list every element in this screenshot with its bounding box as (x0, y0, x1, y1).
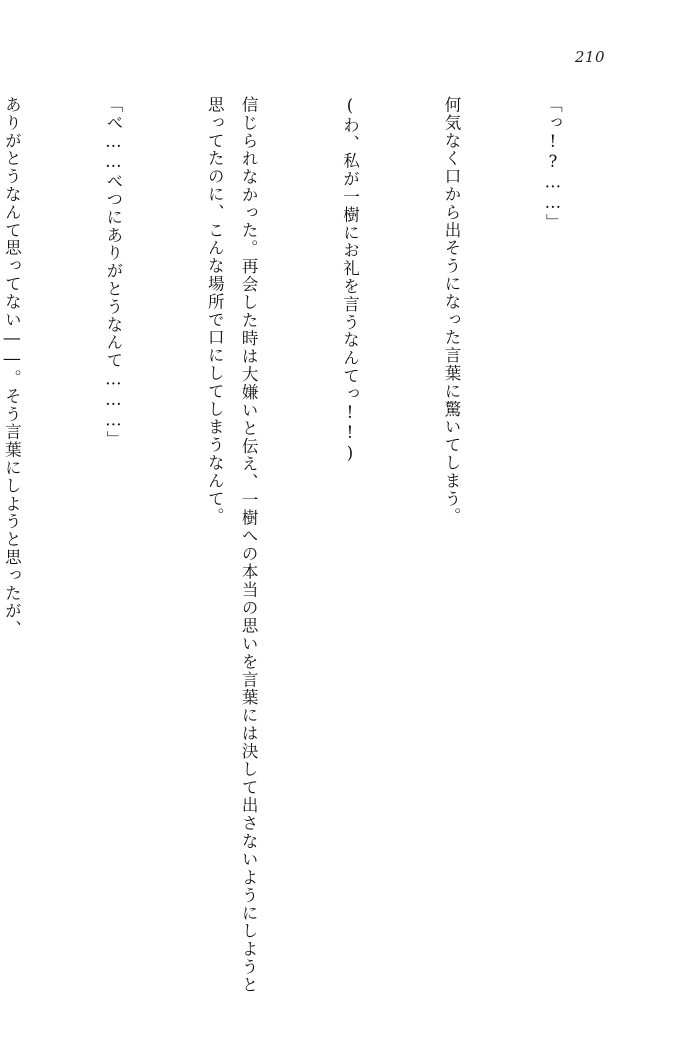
paragraph: 「べ……べつにありがとうなんて………」 (103, 96, 123, 449)
paragraph: ありがとうなんて思ってない――。そう言葉にしようと思ったが、 (2, 96, 22, 638)
paragraph: 信じられなかった。再会した時は大嫌いと伝え、一樹への本当の思いを言葉には決して出さないようにしようと思ってたのに、こんな場所で口にしてしまうなんて。 (205, 96, 259, 994)
paragraph: 「っ!?……」 (543, 96, 563, 232)
paragraph: 何気なく口から出そうになった言葉に驚いてしまう。 (441, 96, 461, 526)
body-text (2, 96, 637, 994)
paragraph: (わ、私が一樹にお礼を言うなんてっ!!) (340, 96, 360, 464)
page-number: 210 (574, 48, 605, 66)
